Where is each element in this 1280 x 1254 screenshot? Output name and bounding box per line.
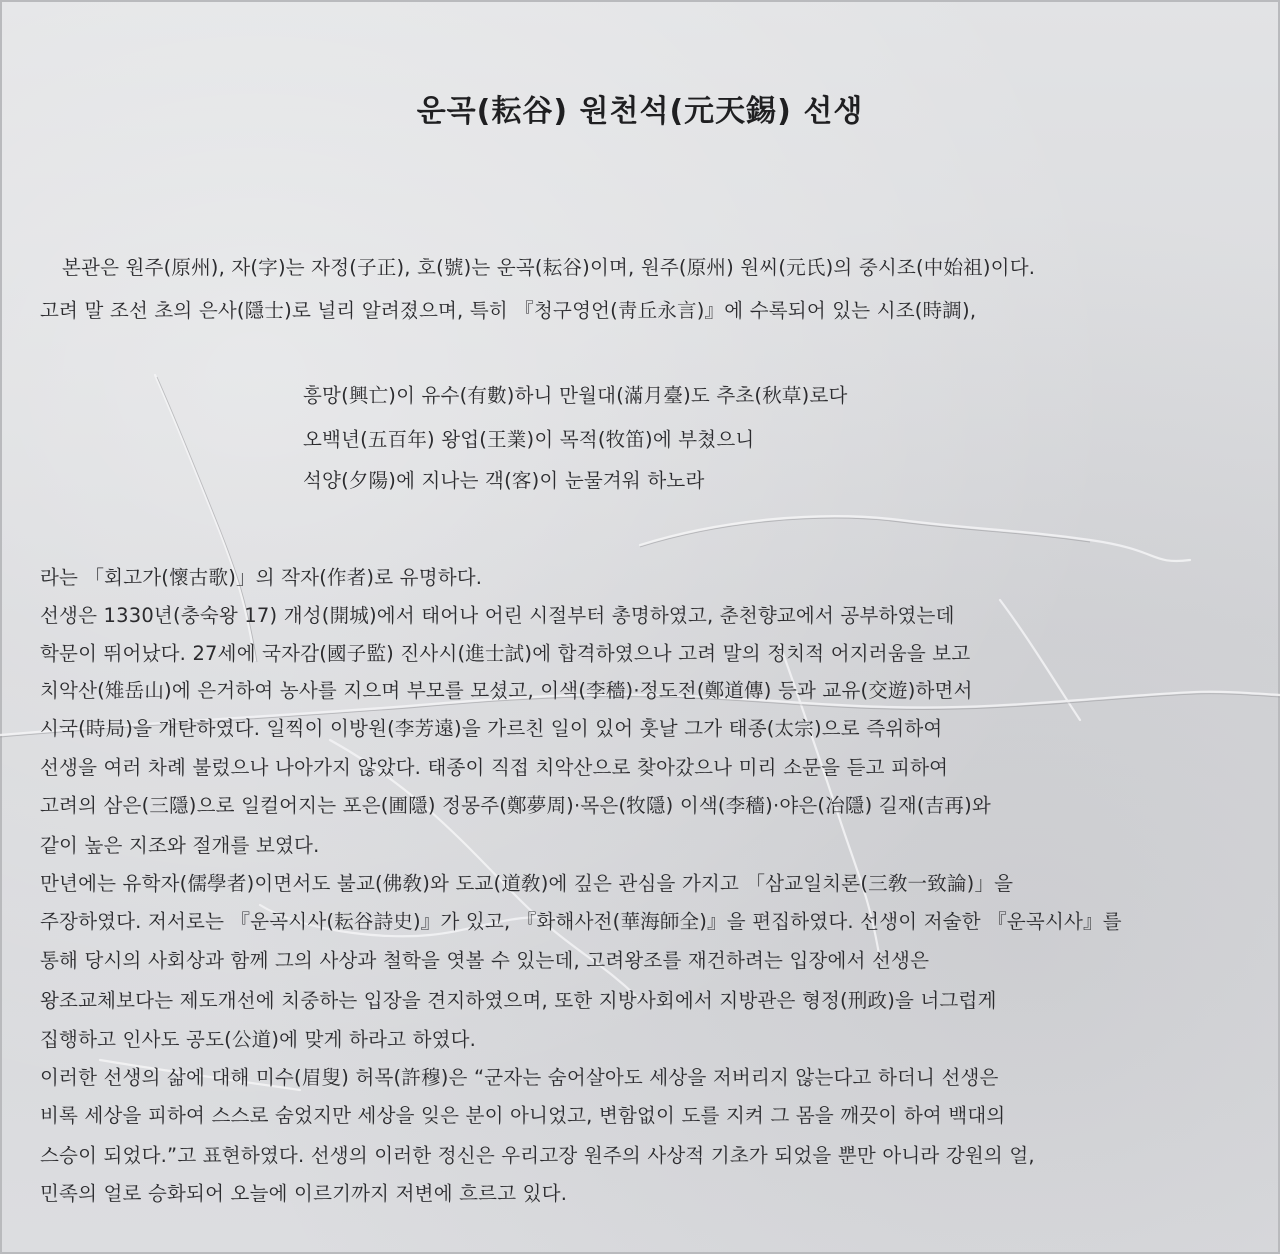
body-line-10: 주장하였다. 저서로는 『운곡시사(耘谷詩史)』가 있고, 『화해사전(華海師全)』을 편집하였다. 선생이 저술한 『운곡시사』를 — [40, 910, 1122, 933]
body-line-4: 치악산(雉岳山)에 은거하여 농사를 지으며 부모를 모셨고, 이색(李穡)·정도전(鄭道傳) 등과 교유(交遊)하면서 — [40, 679, 973, 702]
verse-line-3: 석양(夕陽)에 지나는 객(客)이 눈물겨워 하노라 — [303, 469, 705, 492]
intro-line-1: 본관은 원주(原州), 자(字)는 자정(子正), 호(號)는 운곡(耘谷)이며, 원주(原州) 원씨(元氏)의 중시조(中始祖)이다. — [62, 256, 1036, 279]
body-line-1: 라는 「회고가(懷古歌)」의 작자(作者)로 유명하다. — [40, 566, 483, 589]
crack — [640, 516, 1190, 561]
body-line-9: 만년에는 유학자(儒學者)이면서도 불교(佛敎)와 도교(道敎)에 깊은 관심을 가지고 「삼교일치론(三敎一致論)」을 — [40, 872, 1014, 895]
body-line-6: 선생을 여러 차례 불렀으나 나아가지 않았다. 태종이 직접 치악산으로 찾아갔으나 미리 소문을 듣고 피하여 — [40, 756, 949, 779]
page-title: 운곡(耘谷) 원천석(元天錫) 선생 — [416, 94, 864, 129]
body-line-7: 고려의 삼은(三隱)으로 일컬어지는 포은(圃隱) 정몽주(鄭夢周)·목은(牧隱) 이색(李穡)·야은(冶隱) 길재(吉再)와 — [40, 794, 991, 817]
body-line-17: 민족의 얼로 승화되어 오늘에 이르기까지 저변에 흐르고 있다. — [40, 1182, 568, 1205]
body-line-13: 집행하고 인사도 공도(公道)에 맞게 하라고 하였다. — [40, 1028, 477, 1051]
body-line-15: 비록 세상을 피하여 스스로 숨었지만 세상을 잊은 분이 아니었고, 변함없이 도를 지켜 그 몸을 깨끗이 하여 백대의 — [40, 1104, 1006, 1127]
verse-line-1: 흥망(興亡)이 유수(有數)하니 만월대(滿月臺)도 추초(秋草)로다 — [303, 384, 848, 407]
body-line-5: 시국(時局)을 개탄하였다. 일찍이 이방원(李芳遠)을 가르친 일이 있어 훗날 그가 태종(太宗)으로 즉위하여 — [40, 717, 943, 740]
verse-line-2: 오백년(五百年) 왕업(王業)이 목적(牧笛)에 부쳤으니 — [303, 428, 755, 451]
body-line-8: 같이 높은 지조와 절개를 보였다. — [40, 834, 320, 857]
body-line-2: 선생은 1330년(충숙왕 17) 개성(開城)에서 태어나 어린 시절부터 총명하였고, 춘천향교에서 공부하였는데 — [40, 604, 955, 627]
body-line-11: 통해 당시의 사회상과 함께 그의 사상과 철학을 엿볼 수 있는데, 고려왕조를 재건하려는 입장에서 선생은 — [40, 949, 930, 972]
body-line-12: 왕조교체보다는 제도개선에 치중하는 입장을 견지하였으며, 또한 지방사회에서 지방관은 형정(刑政)을 너그럽게 — [40, 989, 997, 1012]
crack — [1000, 600, 1080, 720]
body-line-14: 이러한 선생의 삶에 대해 미수(眉叟) 허목(許穆)은 “군자는 숨어살아도 세상을 저버리지 않는다고 하더니 선생은 — [40, 1066, 999, 1089]
body-line-3: 학문이 뛰어났다. 27세에 국자감(國子監) 진사시(進士試)에 합격하였으나 고려 말의 정치적 어지러움을 보고 — [40, 642, 971, 665]
body-line-16: 스승이 되었다.”고 표현하였다. 선생의 이러한 정신은 우리고장 원주의 사상적 기초가 되었을 뿐만 아니라 강원의 얼, — [40, 1144, 1035, 1167]
intro-line-2: 고려 말 조선 초의 은사(隱士)로 널리 알려졌으며, 특히 『청구영언(靑丘永言)』에 수록되어 있는 시조(時調), — [40, 299, 977, 322]
